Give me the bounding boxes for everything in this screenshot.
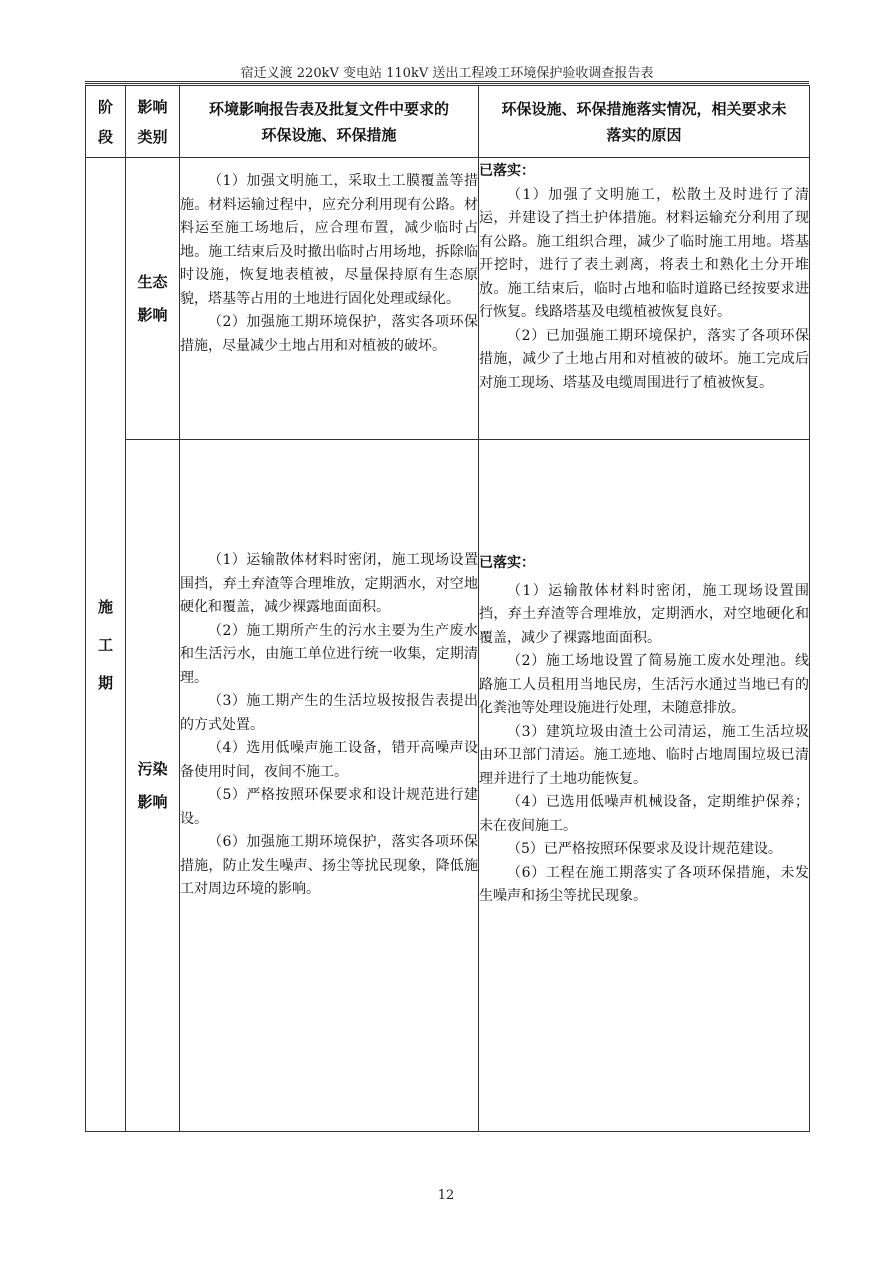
pollution-implementation-cell — [479, 440, 810, 1132]
pollution-implementation-2: （2）施工场地设置了简易施工废水处理池。线路施工人员租用当地民房，生活污水通过当地已有的化粪池等处理设施进行处理，未随意排放。 — [479, 653, 809, 717]
ecological-implementation-2: （2）已加强施工期环境保护，落实了各项环保措施，减少了土地占用和对植被的破坏。施工完成后对施工现场、塔基及电缆周围进行了植被恢复。 — [479, 327, 809, 391]
ecological-requirement-1: （1）加强文明施工，采取土工膜覆盖等措施。材料运输过程中，应充分利用现有公路。材料运至施工场地后，应合理布置，减少临时占地。施工结束后及时撤出临时占用场地，拆除临时设施，恢复地表植被，尽量保持原有生态原貌，塔基等占用的土地进行固化处理或绿化。 — [180, 173, 478, 307]
header-requirements — [180, 86, 479, 158]
pollution-implementation-4: （4）已选用低噪声机械设备，定期维护保养；未在夜间施工。 — [479, 794, 809, 834]
pollution-requirement-3: （3）施工期产生的生活垃圾按报告表提出的方式处置。 — [180, 693, 478, 733]
header-requirements-line-1: 环境影响报告表及批复文件中要求的 — [208, 99, 449, 118]
header-rule — [85, 81, 809, 84]
header-implementation — [479, 86, 810, 158]
pollution-implementation-5: （5）已严格按照环保要求及设计规范建设。 — [507, 841, 782, 858]
impact-ecological-line-1: 生态 — [137, 272, 168, 291]
ecological-implemented-label: 已落实： — [479, 163, 535, 179]
table-row-pollution — [86, 440, 810, 1132]
pollution-implemented-label: 已落实： — [479, 555, 535, 572]
ecological-requirement-2: （2）加强施工期环境保护，落实各项环保措施，尽量减少土地占用和对植被的破坏。 — [180, 314, 478, 354]
impact-pollution-line-1: 污染 — [137, 759, 168, 778]
table-row-ecological — [86, 158, 810, 440]
header-implementation-line-2: 落实的原因 — [606, 125, 682, 144]
impact-ecological-line-2: 影响 — [137, 305, 168, 324]
pollution-implementation-1: （1）运输散体材料时密闭，施工现场设置围挡，弃土弃渣等合理堆放，定期洒水，对空地硬化和覆盖，减少了裸露地面面积。 — [479, 582, 809, 646]
acceptance-survey-table — [85, 85, 810, 1132]
impact-ecological-cell — [126, 158, 180, 440]
pollution-requirements-cell — [180, 440, 479, 1132]
header-implementation-line-1: 环保设施、环保措施落实情况，相关要求未 — [501, 99, 787, 118]
header-stage-line-1: 阶 — [97, 97, 113, 116]
header-requirements-line-2: 环保设施、环保措施 — [261, 125, 397, 144]
table-header-row — [86, 86, 810, 158]
ecological-implementation-1: （1）加强了文明施工，松散土及时进行了清运，并建设了挡土护体措施。材料运输充分利用了现有公路。施工组织合理，减少了临时施工用地。塔基开挖时，进行了表土剥离，将表土和熟化土分开堆放。施工结束后，临时占地和临时道路已经按要求进行恢复。线路塔基及电缆植被恢复良好。 — [479, 186, 809, 320]
impact-pollution-cell — [126, 440, 180, 1132]
document-header-title: 宿迁义渡 220kV 变电站 110kV 送出工程竣工环境保护验收调查报告表 — [240, 66, 654, 81]
stage-char-2: 工 — [97, 635, 113, 654]
page-number: 12 — [437, 1188, 455, 1203]
header-stage-line-2: 段 — [97, 127, 113, 146]
ecological-implementation-cell — [479, 158, 810, 440]
header-impact-line-2: 类别 — [137, 127, 168, 146]
stage-char-3: 期 — [97, 673, 113, 692]
pollution-implementation-6: （6）工程在施工期落实了各项环保措施，未发生噪声和扬尘等扰民现象。 — [479, 864, 809, 905]
pollution-implementation-3: （3）建筑垃圾由渣土公司清运，施工生活垃圾由环卫部门清运。施工迹地、临时占地周围垃圾已清理并进行了土地功能恢复。 — [479, 723, 809, 787]
pollution-requirement-4: （4）选用低噪声施工设备，错开高噪声设备使用时间，夜间不施工。 — [180, 740, 478, 780]
pollution-requirement-5: （5）严格按照环保要求和设计规范进行建设。 — [180, 787, 478, 827]
ecological-requirements-cell — [180, 158, 479, 440]
pollution-requirement-6: （6）加强施工期环境保护，落实各项环保措施，防止发生噪声、扬尘等扰民现象，降低施工对周边环境的影响。 — [180, 834, 478, 898]
pollution-requirement-2: （2）施工期所产生的污水主要为生产废水和生活污水，由施工单位进行统一收集，定期清理。 — [180, 622, 478, 686]
header-impact-type — [126, 86, 180, 158]
header-impact-line-1: 影响 — [137, 97, 168, 116]
pollution-requirement-1: （1）运输散体材料时密闭，施工现场设置围挡，弃土弃渣等合理堆放，定期洒水，对空地硬化和覆盖，减少裸露地面面积。 — [180, 552, 478, 616]
header-stage — [86, 86, 126, 158]
stage-char-1: 施 — [97, 597, 113, 616]
impact-pollution-line-2: 影响 — [137, 792, 168, 811]
stage-construction-cell — [86, 158, 126, 1132]
